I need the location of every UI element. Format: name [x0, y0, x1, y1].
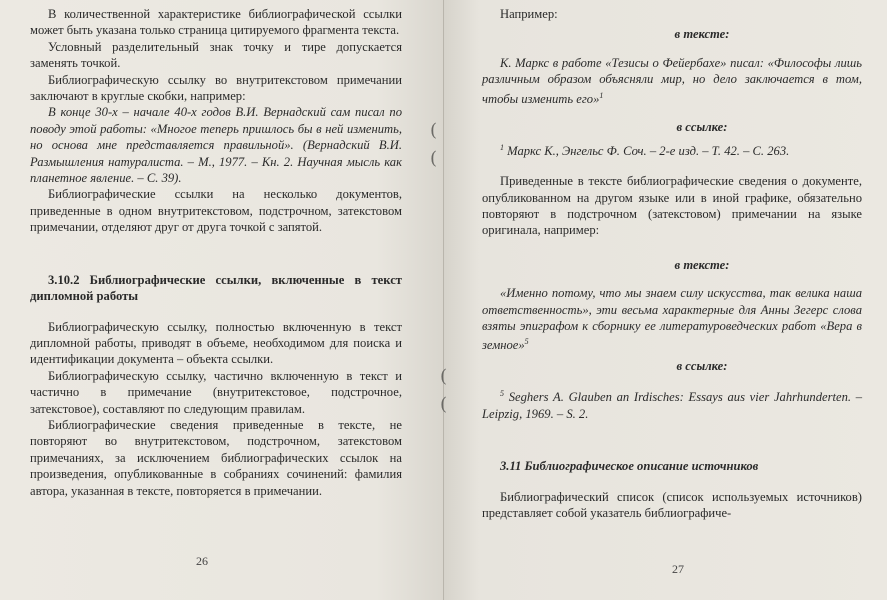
label-in-text: в тексте: [674, 257, 730, 272]
section-heading: 3.10.2 Библиографические ссылки, включенные в текст дипломной работы [30, 272, 402, 304]
paragraph: Библиографическую ссылку во внутритекстовом примечании заключают в круглые скобки, например: [30, 72, 402, 104]
label-in-ref: в ссылке: [676, 120, 728, 135]
paragraph: Библиографические сведения приведенные в тексте, не повторяют во внутритекстовом, подстрочном, затекстовом примечаниях, за исключением библиографических ссылок на произведения, опубликованные в собраниях сочинений: фамилия автора, указанная в тексте, повторяется в примечании. [30, 417, 402, 498]
footnote-marker: 1 [500, 142, 504, 152]
paragraph: Библиографический список (список используемых источников) представляет собой указатель библиографиче- [482, 489, 862, 521]
intro-text: Например: [500, 7, 558, 21]
quote-text: К. Маркс в работе «Тезисы о Фейербахе» писал: «Философы лишь различным образом объясняли мир, но дело заключается в том, чтобы изменить его» [482, 55, 862, 106]
paragraph: Библиографические ссылки на несколько документов, приведенные в одном внутритекстовом, подстрочном, затекстовом примечании, отделяют друг от друга точкой с запятой. [30, 187, 402, 235]
label-in-text: в тексте: [674, 27, 730, 42]
example-quote: В конце 30-х – начале 40-х годов В.И. Вернадский сам писал по поводу этой работы: «Многое теперь пришлось бы в ней изменить, но основа мне представляется правильной». (Вернадский В.И. Размышления натуралиста. – М., 1977. – Кн. 2. Научная мысль как планетное явление. – С. 39). [30, 105, 402, 186]
right-page-content [482, 6, 862, 522]
binding-mark: ( [430, 120, 438, 141]
right-page [440, 0, 887, 600]
footnote-marker: 5 [524, 337, 529, 347]
binding-mark: ( [430, 148, 438, 169]
page-number: 26 [196, 554, 208, 568]
binding-mark: ( [440, 394, 448, 415]
paragraph: Приведенные в тексте библиографические сведения о документе, опубликованном на другом языке или в иной графике, обязательно повторяют в подстрочном (затекстовом) примечании на языке оригинала, например: [482, 174, 862, 238]
reference-text: Маркс К., Энгельс Ф. Соч. – 2-е изд. – Т. 42. – С. 263. [507, 143, 790, 158]
left-page-content [30, 6, 402, 499]
reference [482, 140, 862, 160]
page-number: 27 [672, 562, 684, 576]
reference-text: Seghers A. Glauben an Irdisches: Essays aus vier Jahrhunderten. – Leipzig, 1969. – S. 2. [482, 390, 863, 422]
footnote-marker: 5 [500, 389, 504, 399]
paragraph: Библиографическую ссылку, полностью включенную в текст дипломной работы, приводят в объеме, необходимом для поиска и идентификации документа – объекта ссылки. [30, 319, 402, 367]
section-heading: 3.11 Библиографическое описание источников [500, 459, 759, 474]
paragraph: Условный разделительный знак точку и тире допускается заменять точкой. [30, 39, 402, 71]
label-in-ref: в ссылке: [676, 359, 728, 374]
paragraph: Библиографическую ссылку, частично включенную в текст и частично в примечание (внутритекстовое, подстрочное, затекстовое), составляют по следующим правилам. [30, 368, 402, 416]
reference [482, 386, 862, 422]
quote [482, 285, 862, 354]
quote [482, 55, 862, 107]
quote-text: «Именно потому, что мы знаем силу искусства, так велика наша ответственность», эти весьма характерные для Анны Зегерс слова взяты эпиграфом к сборнику ее литературоведческих работ «Вера в земное» [482, 286, 862, 353]
binding-mark: ( [440, 366, 448, 387]
paragraph: В количественной характеристике библиографической ссылки может быть указана только страница цитируемого фрагмента текста. [30, 7, 402, 38]
left-page [0, 0, 443, 600]
footnote-marker: 1 [599, 90, 604, 100]
